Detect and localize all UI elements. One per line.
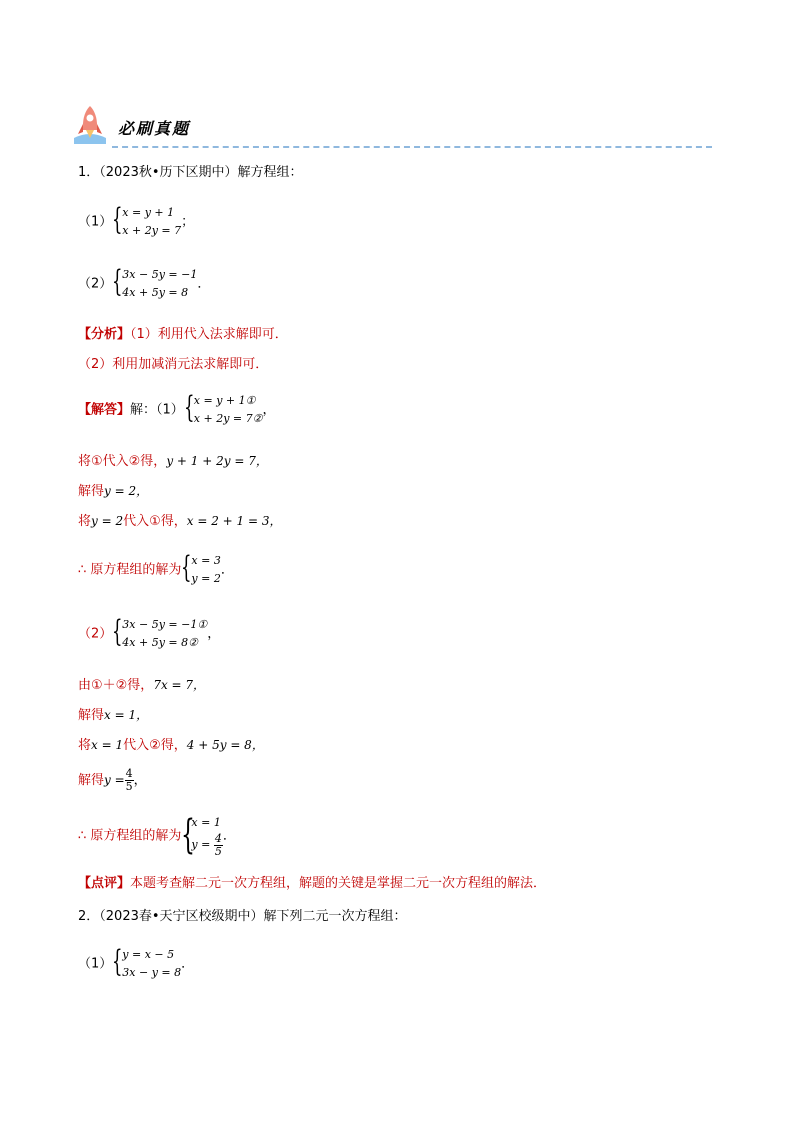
punctuation: ， [262,402,276,418]
solution-step [78,736,264,755]
equation-system [181,814,222,858]
equation-system [184,392,263,428]
brace-icon: { [112,944,123,979]
solution-step [78,676,205,695]
solution-step [78,512,282,531]
equation-row: 4x + 5y = 8 [122,286,189,299]
fraction [125,768,134,793]
review-text: 本题考查解二元一次方程组，解题的关键是掌握二元一次方程组的解法． [130,876,547,891]
solution-part2-header [78,616,220,652]
brace-icon: { [112,264,123,299]
equation-row: x = 1 [191,816,221,829]
equation-row: x + 2y = 7② [193,412,263,425]
solution-step [78,482,148,501]
solution-step [78,452,268,471]
step-text: 解得 [78,708,105,723]
solution-header [78,392,276,428]
equation-system [112,946,181,982]
punctuation: ． [222,828,236,844]
analysis-text: （2）利用加减消元法求解即可． [78,357,269,372]
section-title: 必刷真题 [118,119,191,138]
equation-row: y = x − 5 [122,948,175,961]
brace-icon: { [181,812,196,858]
brace-icon: { [183,390,195,425]
denominator: 5 [125,780,133,793]
q2-part1 [78,946,194,982]
equation-row: y = 2 [191,572,221,585]
equation-system [112,204,181,240]
equation-row: x = 3 [191,554,221,567]
analysis-line-2 [78,356,268,374]
step-math: x = 1 [91,738,124,752]
solution-result [78,814,236,858]
punctuation: ． [197,276,211,292]
equation-system [181,552,220,588]
step-text: ∴ 原方程组的解为 [78,562,182,578]
section-header [72,104,712,150]
solution-tag: 【解答】 [78,402,131,418]
step-math: y = 2 [91,514,124,528]
dashed-divider [112,146,712,148]
step-text: ∴ 原方程组的解为 [78,828,182,844]
q1-part1 [78,204,194,240]
step-math: y = [104,773,125,787]
step-math: 4 + 5y = 8， [186,738,264,752]
step-text: 将①代入②得， [78,454,167,469]
equation-row: 3x − 5y = −1 [122,268,198,281]
solution-intro: 解：（1） [130,402,184,418]
equation-row: x + 2y = 7 [122,224,182,237]
analysis-tag: 【分析】 [78,327,131,342]
equation-system [112,616,207,652]
numerator: 4 [125,767,133,780]
solution-step [78,706,148,725]
step-text: 代入①得， [123,514,187,529]
step-math: x = 2 + 1 = 3， [186,514,282,528]
solution-result [78,552,234,588]
step-text: 将 [78,514,92,529]
denominator: 5 [214,844,222,858]
brace-icon: { [181,550,192,585]
equation-row: 4x + 5y = 8② [122,636,198,649]
step-text: 代入②得， [123,738,187,753]
part-label: （2） [78,276,113,292]
step-math: y = 2， [104,484,149,498]
question-1-stem: 1．（2023秋•历下区期中）解方程组： [78,165,303,180]
part-label: （1） [78,956,113,972]
punctuation: ， [133,773,147,788]
fraction [214,833,223,858]
part-label: （2） [78,626,113,642]
equation-row: x = y + 1 [122,206,175,219]
brace-icon: { [112,614,123,649]
equation-text: y = [191,838,211,851]
equation-row: x = y + 1① [193,394,256,407]
equation-row: 3x − 5y = −1① [122,618,208,631]
step-text: 解得 [78,484,105,499]
brace-icon: { [112,202,123,237]
analysis-line-1 [78,326,288,344]
step-text: 解得 [78,773,105,788]
equation-row: 3x − y = 8 [122,966,182,979]
punctuation: ； [181,214,195,230]
part-label: （1） [78,214,113,230]
review-line [78,875,546,893]
punctuation: ． [181,956,195,972]
step-math: x = 1， [104,708,149,722]
step-math: 7x = 7， [153,678,206,692]
q1-part2 [78,266,210,302]
equation-system [112,266,197,302]
numerator: 4 [214,831,222,845]
step-text: 将 [78,738,92,753]
rocket-icon [72,104,108,144]
step-text: 由①＋②得， [78,678,154,693]
step-math: y + 1 + 2y = 7， [166,454,268,468]
analysis-text: （1）利用代入法求解即可． [130,327,288,342]
review-tag: 【点评】 [78,876,131,891]
punctuation: ， [207,626,221,642]
equation-row [191,832,222,858]
question-2-stem: 2．（2023春•天宁区校级期中）解下列二元一次方程组： [78,909,407,924]
solution-step [78,768,147,793]
punctuation: ． [220,562,234,578]
